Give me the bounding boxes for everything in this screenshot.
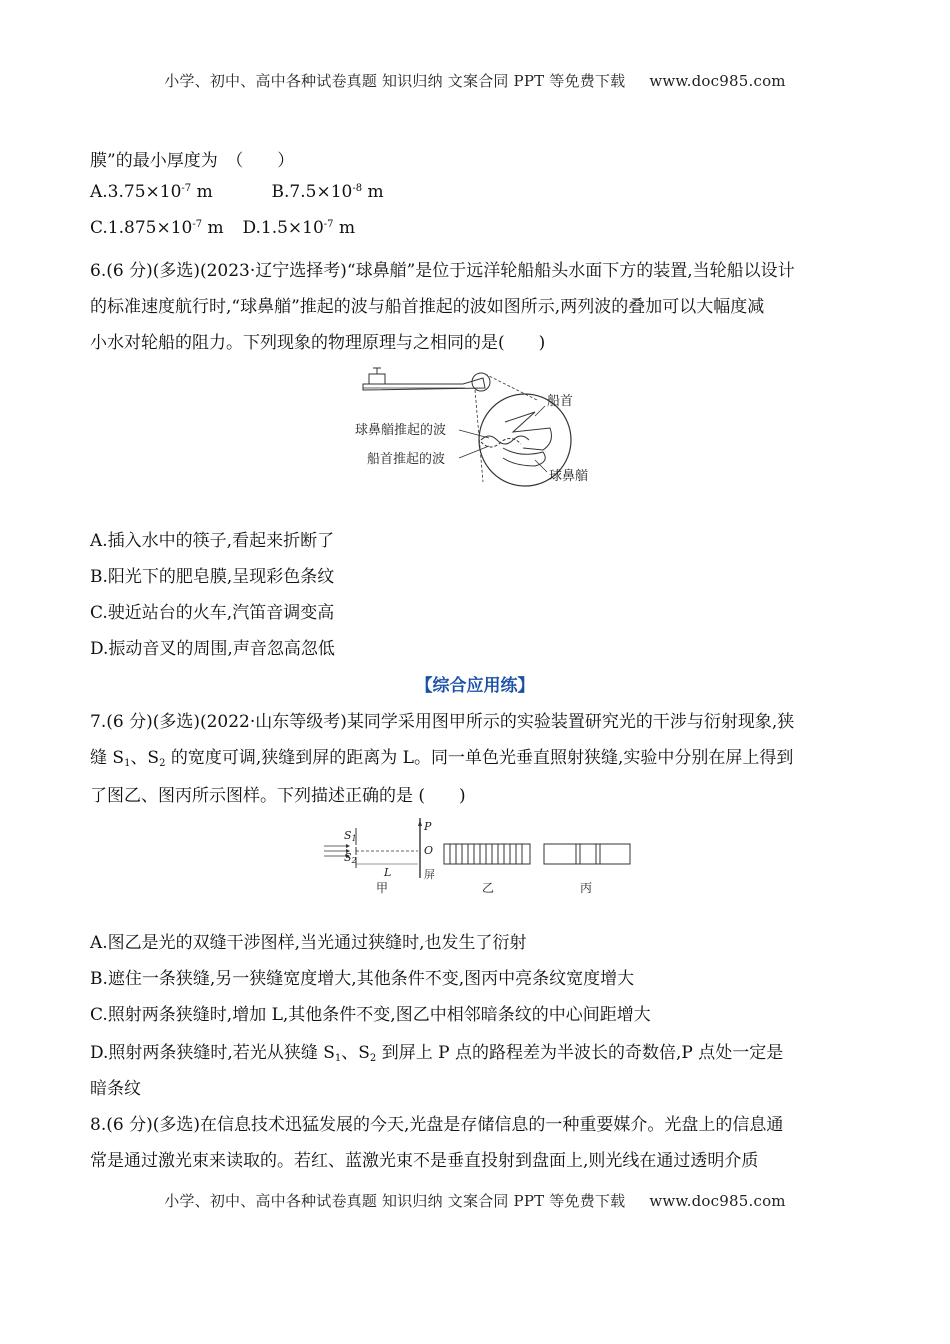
q6-stem-line1: 6.(6 分)(多选)(2023·辽宁选择考)“球鼻艏”是位于远洋轮船船头水面下方的装置,当轮船以设计	[90, 261, 795, 281]
q8-stem-line1: 8.(6 分)(多选)在信息技术迅猛发展的今天,光盘是存储信息的一种重要媒介。光盘上的信息通	[90, 1115, 784, 1135]
bulb-outline	[503, 448, 545, 466]
page-footer	[0, 1190, 950, 1211]
q8-stem-line2: 常是通过激光束来读取的。若红、蓝激光束不是垂直投射到盘面上,则光线在通过透明介质	[90, 1151, 759, 1171]
footer-text: 小学、初中、高中各种试卷真题 知识归纳 文案合同 PPT 等免费下载	[164, 1192, 626, 1210]
q5-option-d[interactable]: $D.1.5\times 10^{-7}$ m	[242, 218, 356, 238]
label-o: O	[424, 844, 434, 857]
q7-option-d-line2: 暗条纹	[90, 1079, 141, 1099]
label-jia: 甲	[376, 881, 389, 895]
ship-wave-figure	[355, 362, 620, 492]
label-bing: 丙	[580, 881, 593, 895]
page-header	[0, 70, 950, 91]
slit-experiment-figure	[322, 816, 642, 898]
q6-option-d[interactable]: D.振动音叉的周围,声音忽高忽低	[90, 639, 335, 659]
header-site[interactable]: www.doc985.com	[649, 72, 786, 90]
q6-option-b[interactable]: B.阳光下的肥皂膜,呈现彩色条纹	[90, 567, 335, 587]
label-screen: 屏	[424, 868, 435, 881]
q5-options-ab	[90, 182, 384, 202]
label-l: L	[384, 866, 392, 879]
q5-option-a[interactable]: $A.3.75\times 10^{-7}$ m	[90, 182, 213, 202]
q6-option-c[interactable]: C.驶近站台的火车,汽笛音调变高	[90, 603, 335, 623]
label-s1: S1	[344, 829, 357, 843]
pattern-bing	[544, 844, 630, 864]
header-text: 小学、初中、高中各种试卷真题 知识归纳 文案合同 PPT 等免费下载	[164, 72, 626, 90]
label-bow-wave: 船首推起的波	[367, 452, 446, 467]
q5-option-b[interactable]: $B.7.5\times 10^{-8}$ m	[271, 182, 384, 202]
section-title: 【综合应用练】	[415, 676, 535, 696]
label-yi: 乙	[482, 881, 495, 895]
bow-outline	[505, 412, 551, 450]
ship-cabin	[369, 374, 385, 384]
q7-option-a[interactable]: A.图乙是光的双缝干涉图样,当光通过狭缝时,也发生了衍射	[90, 933, 527, 953]
q7-stem-line1: 7.(6 分)(多选)(2022·山东等级考)某同学采用图甲所示的实验装置研究光的干涉与衍射现象,狭	[90, 712, 795, 732]
q5-options-cd	[90, 218, 355, 238]
footer-site[interactable]: www.doc985.com	[649, 1192, 786, 1210]
q7-option-c[interactable]: C.照射两条狭缝时,增加 L,其他条件不变,图乙中相邻暗条纹的中心间距增大	[90, 1005, 651, 1025]
q7-option-d[interactable]: D.照射两条狭缝时,若光从狭缝 $S_1$、$S_2$ 到屏上 P 点的路程差为半波长的奇数倍,P 点处一定是	[90, 1043, 784, 1064]
q6-stem-line2: 的标准速度航行时,“球鼻艏”推起的波与船首推起的波如图所示,两列波的叠加可以大幅度减	[90, 297, 765, 317]
pattern-yi	[444, 844, 530, 864]
q5-stem-tail: 膜”的最小厚度为 （ ）	[90, 151, 295, 171]
q5-option-c[interactable]: $C.1.875\times 10^{-7}$ m	[90, 218, 224, 238]
q6-option-a[interactable]: A.插入水中的筷子,看起来折断了	[90, 531, 335, 551]
label-s2: S2	[344, 851, 357, 865]
q6-stem-line3: 小水对轮船的阻力。下列现象的物理原理与之相同的是( )	[90, 333, 546, 353]
q7-stem-line3: 了图乙、图丙所示图样。下列描述正确的是 ( )	[90, 786, 466, 806]
q7-stem-line2: 缝 $S_1$、$S_2$ 的宽度可调,狭缝到屏的距离为 L。同一单色光垂直照射狭缝,实验中分别在屏上得到	[90, 748, 794, 769]
label-bulb-wave: 球鼻艏推起的波	[355, 423, 447, 438]
label-p: P	[424, 820, 432, 833]
label-bulb: 球鼻艏	[549, 469, 589, 484]
q7-option-b[interactable]: B.遮住一条狭缝,另一狭缝宽度增大,其他条件不变,图丙中亮条纹宽度增大	[90, 969, 635, 989]
label-bow: 船首	[547, 394, 574, 409]
